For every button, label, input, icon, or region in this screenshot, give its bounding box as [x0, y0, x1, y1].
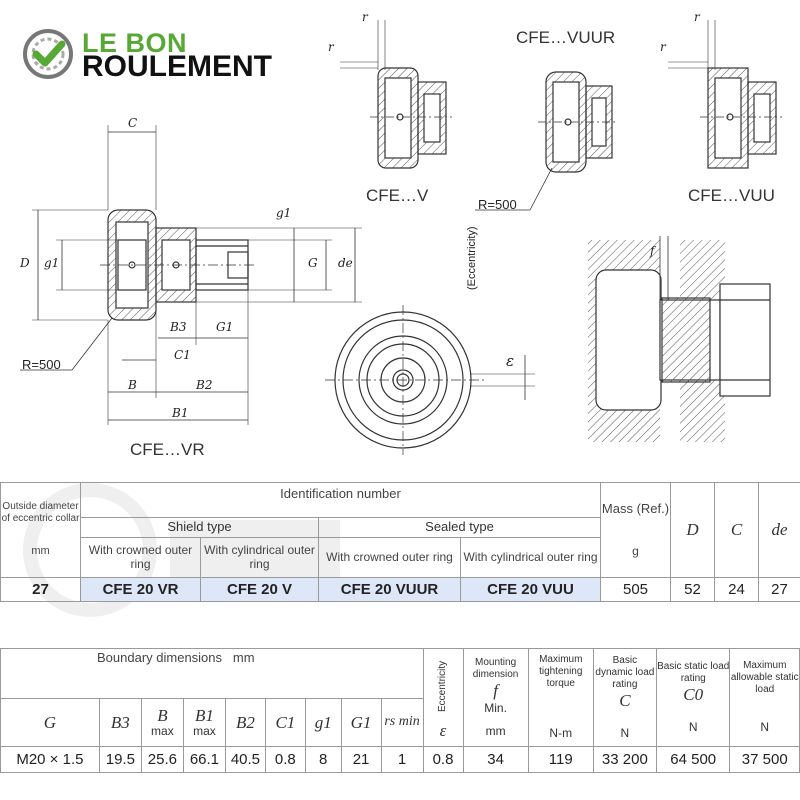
cell-id-vuur: CFE 20 VUUR: [319, 578, 461, 602]
cell-id-vuu: CFE 20 VUU: [461, 578, 601, 602]
label-f: f: [650, 244, 655, 258]
label-cfe-vuu: CFE…VUU: [688, 186, 775, 205]
label-cfe-vuur: CFE…VUUR: [516, 28, 616, 47]
label-eccentricity-word: (Eccentricity): [466, 226, 478, 290]
label-eccentricity-symbol: ε: [506, 352, 515, 370]
view-cfe-v: [340, 20, 452, 168]
brand-logo: [22, 24, 302, 84]
label-g1-left: g1: [44, 256, 60, 270]
cell-mounting-f: 34: [463, 747, 528, 773]
dimensions-table: [0, 648, 800, 773]
logo-line-2: ROULEMENT: [82, 50, 272, 83]
label-r: r: [362, 10, 368, 24]
cell-C1: 0.8: [265, 747, 305, 773]
header-C1: C1: [265, 699, 305, 747]
cell-rsmin: 1: [381, 747, 423, 773]
cell-G: M20 × 1.5: [1, 747, 100, 773]
cell-max-static: 37 500: [730, 747, 800, 773]
header-B3: B3: [99, 699, 141, 747]
header-crowned-shield: With crowned outer ring: [81, 538, 201, 578]
cell-id-v: CFE 20 V: [201, 578, 319, 602]
bearing-check-icon: [22, 28, 74, 80]
cell-eccentricity: 0.8: [423, 747, 463, 773]
identification-table: [0, 482, 800, 602]
table-row: [1, 578, 800, 602]
label-g1-top: g1: [276, 206, 292, 220]
header-cylindrical-sealed: With cylindrical outer ring: [461, 538, 601, 578]
label-G1: G1: [216, 320, 234, 334]
header-dynamic-rating: Basic dynamic load rating C N: [593, 649, 656, 747]
header-identification: Identification number: [81, 483, 601, 518]
view-cfe-vuu: [668, 20, 782, 168]
cell-outside-diameter: 27: [1, 578, 81, 602]
header-B2: B2: [225, 699, 265, 747]
header-eccentricity: Eccentricity ε: [423, 649, 463, 747]
cell-g1: 8: [305, 747, 341, 773]
main-side-view: [20, 125, 362, 425]
label-r: r: [660, 40, 666, 54]
header-torque: Maximum tightening torque N-m: [528, 649, 593, 747]
header-sealed-type: Sealed type: [319, 518, 601, 538]
label-de: de: [338, 256, 353, 270]
cell-id-vr: CFE 20 VR: [81, 578, 201, 602]
cell-static-C0: 64 500: [656, 747, 730, 773]
header-G: G: [1, 699, 100, 747]
header-B1: B1 max: [183, 699, 225, 747]
cell-mass: 505: [601, 578, 671, 602]
header-crowned-sealed: With crowned outer ring: [319, 538, 461, 578]
header-B: B max: [141, 699, 183, 747]
header-mass: Mass (Ref.) g: [601, 483, 671, 578]
label-r500-main: R=500: [22, 357, 61, 372]
cell-G1: 21: [341, 747, 381, 773]
header-cylindrical-shield: With cylindrical outer ring: [201, 538, 319, 578]
cell-torque: 119: [528, 747, 593, 773]
header-max-static: Maximum allowable static load N: [730, 649, 800, 747]
front-view-circles: [325, 305, 535, 455]
header-G1: G1: [341, 699, 381, 747]
label-cfe-v: CFE…V: [366, 186, 429, 205]
label-C1: C1: [174, 348, 191, 362]
label-G: G: [308, 256, 318, 270]
table-row: [1, 747, 800, 773]
label-B1: B1: [172, 406, 189, 420]
label-C: C: [128, 116, 138, 130]
header-mounting: Mounting dimension f Min. mm: [463, 649, 528, 747]
label-B3: B3: [170, 320, 187, 334]
header-rsmin: rs min: [381, 699, 423, 747]
cell-B3: 19.5: [99, 747, 141, 773]
cell-dynamic-C: 33 200: [593, 747, 656, 773]
header-g1: g1: [305, 699, 341, 747]
label-r: r: [328, 40, 334, 54]
header-shield-type: Shield type: [81, 518, 319, 538]
logo-line-1: LE BON: [82, 28, 188, 58]
label-D: D: [20, 256, 30, 270]
header-boundary: Boundary dimensions mm: [1, 649, 424, 699]
header-D: D: [671, 483, 715, 578]
view-cfe-vuur: [475, 72, 618, 210]
cell-B: 25.6: [141, 747, 183, 773]
label-r500-top: R=500: [478, 197, 517, 212]
label-B: B: [128, 378, 137, 392]
header-outside-diameter: Outside diameter of eccentric collar mm: [1, 483, 81, 578]
header-de: de: [759, 483, 800, 578]
header-C: C: [715, 483, 759, 578]
header-static-rating: Basic static load rating C0 N: [656, 649, 730, 747]
label-cfe-vr: CFE…VR: [130, 440, 205, 459]
cell-B2: 40.5: [225, 747, 265, 773]
cell-D: 52: [671, 578, 715, 602]
cell-B1: 66.1: [183, 747, 225, 773]
mounting-view: [588, 236, 770, 442]
cell-C: 24: [715, 578, 759, 602]
label-B2: B2: [196, 378, 213, 392]
label-r: r: [694, 10, 700, 24]
cell-de: 27: [759, 578, 800, 602]
